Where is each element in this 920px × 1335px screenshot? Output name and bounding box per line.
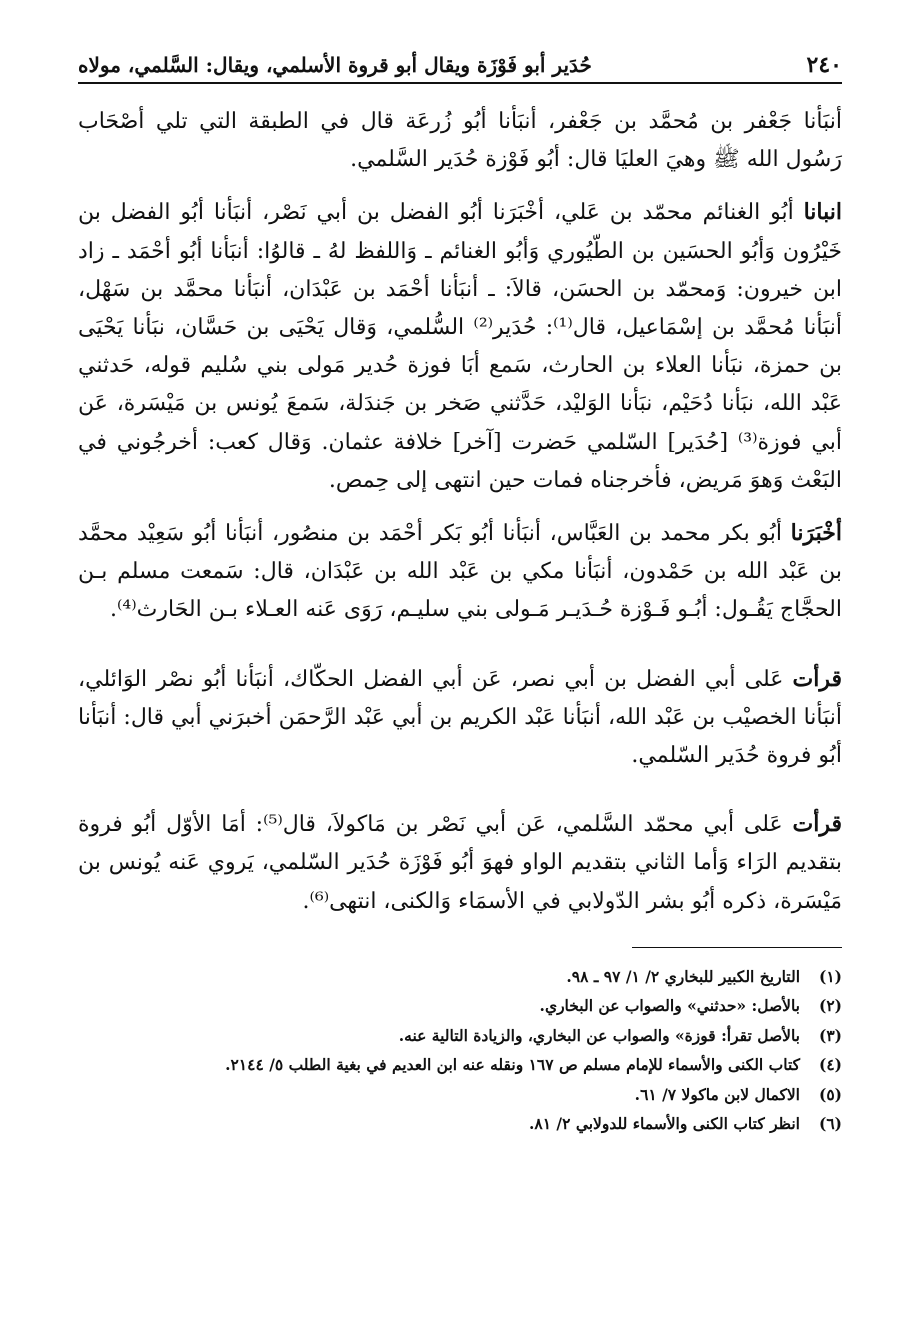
paragraph-text: عَلى أبي محمّد السَّلمي، عَن أبي نَصْر بن مَاكولاَ، قال⁽⁵⁾: أمَا الأوّل أبُو فروة بتقديم الرَاء وَأما الثاني بتقديم الواو فهوَ أبُو فَوْزَة حُدَير السّلمي، يَروي عَنه يُونس بن مَيْسَرة، ذكره أبُو بشر الدّولابي في الأسمَاء وَالكنى، انتهى⁽⁶⁾. [78,812,842,914]
footnote-number: (٤) [818,1055,842,1075]
paragraph-lead: انبانا [803,199,842,226]
paragraph-text: أنبَأنا جَعْفر بن مُحمَّد بن جَعْفر، أنبَأنا أبُو زُرعَة قال في الطبقة التي تلي أصْحَاب رَسُول الله ﷺ وهيَ العليَا قال: أبُو فَوْزة حُدَير السَّلمي. [78,109,842,173]
running-title: حُدَير أبو فَوْزَة ويقال أبو قروة الأسلمي، ويقال: السَّلمي، مولاه [78,53,592,77]
paragraph-lead: قرأت [792,811,843,838]
paragraph-text: عَلى أبي الفضل بن أبي نصر، عَن أبي الفضل الحكّاك، أنبَأنا أبُو نصْر الوَائلي، أنبَأنا الخصيْب بن عَبْد الله، أنبَأنا عَبْد الكريم بن أبي عَبْد الرَّحمَن أخبرَني أبي قال: أنبَأنا أبُو فروة حُدَير السّلمي. [78,666,842,769]
footnotes [78,962,842,1139]
footnote-number: (٥) [818,1084,842,1104]
paragraph [78,514,842,630]
footnote-text: انظر كتاب الكنى والأسماء للدولابي ٢/ ٨١. [528,1114,800,1134]
footnote [78,1109,842,1139]
footnote-number: (٦) [818,1114,842,1134]
paragraph [78,193,842,500]
footnote-text: التاريخ الكبير للبخاري ٢/ ١/ ٩٧ ـ ٩٨. [566,966,800,986]
running-header [78,52,842,84]
footnote [78,991,842,1021]
footnote-text: بالأصل: «حدثني» والصواب عن البخاري. [539,996,800,1016]
footnote-text: الاكمال لابن ماكولا ٧/ ٦١. [634,1084,800,1104]
footnote [78,1080,842,1110]
footnote-number: (٢) [818,996,842,1016]
paragraph-text: أبُو بكر محمد بن العَبَّاس، أنبَأنا أبُو بَكر أحْمَد بن منصُور، أنبَأنا أبُو سَعِيْد محمَّد بن عَبْد الله بن حَمْدون، أنبَأنا مكي بن عَبْد الله بن عَبْدَان، قال: سَمعت مسلم بـن الحجَّاج يَقُـول: أبُـو فَـوْزة حُـدَيـر مَـولى بني سليـم، رَوَى عَنه العـلاء بـن الحَارث⁽⁴⁾. [78,521,842,623]
paragraph-lead: أخْبَرَنا [790,520,842,547]
main-text [78,102,842,921]
footnote-number: (١) [818,966,842,986]
footnote-number: (٣) [818,1025,842,1045]
paragraph-lead: قرأت [792,665,842,692]
paragraph [78,102,842,179]
paragraph-text: أبُو الغنائم محمّد بن عَلي، أخْبَرَنا أبُو الفضل بن أبي نَصْر، أنبَأنا أبُو الفضل بن خَيْرُون وَأبُو الحسَين بن الطّيُوري وَأبُو الغنائم ـ وَاللفظ لهُ ـ قالوُا: أنبَأنا أبُو أحْمَد ـ زاد ابن خيرون: وَمحمّد بن الحسَن، قالاَ: ـ أنبَأنا أحْمَد بن عَبْدَان، أنبَأنا محمَّد بن سَهْل، أنبَأنا مُحمَّد بن إسْمَاعيل، قال⁽¹⁾: حُدَير⁽²⁾ السُّلمي، وَقال يَحْيَى بن حَسَّان، نبَأنا يَحْيَى بن حمزة، نبَأنا العلاء بن الحارث، سَمع أبَا فوزة حُدير مَولى بني سُليم قوله، حَدثني عَبْد الله، نبَأنا دُحَيْم، نبَأنا الوَليْد، حَدَّثني صَخر بن جَندَلة، سَمعَ يُونس بن مَيْسَرة، عَن أبي فوزة⁽³⁾ [حُدَير] السّلمي حَضرت [آخر] خلافة عثمان. وَقال كعب: أخرجُوني في البَعْث وَهوَ مَريض، فأخرجناه فمات حين انتهى إلى حِمص. [78,200,843,493]
footnote-separator [632,947,842,948]
footnote [78,1021,842,1051]
paragraph [78,805,842,921]
page-number: ٢٤٠ [806,52,842,78]
paragraph [78,660,842,776]
footnote-text: كتاب الكنى والأسماء للإمام مسلم ص ١٦٧ ونقله عنه ابن العديم في بغية الطلب ٥/ ٢١٤٤. [225,1055,800,1075]
footnote-text: بالأصل تقرأ: قوزة» والصواب عن البخاري، والزيادة التالية عنه. [398,1025,800,1045]
footnote [78,962,842,992]
footnote [78,1050,842,1080]
